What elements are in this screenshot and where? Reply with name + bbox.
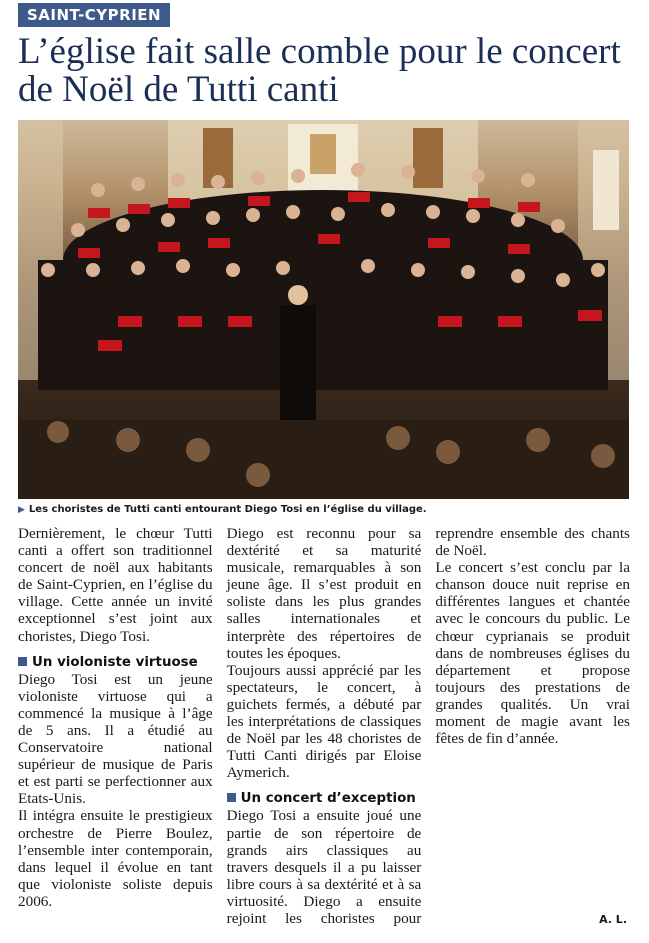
paragraph-6: Diego Tosi a ensuite joué une partie de son répertoire de grands airs classiques au travers desquels il a pu laisser libre cours à sa dextérité et à sa virtuosité. Diego a ensuite rejoint les choristes pour reprendre ensemble des chants de Noël.: [226, 525, 630, 927]
square-bullet-icon: [18, 657, 27, 666]
paragraph-2: Diego Tosi est un jeune violoniste virtuose qui a commencé la musique à l’âge de 5 ans. Il a étudié au Conservatoire national supérieur de musique de Paris et est parti se perfectionner aux Etats-Unis.: [18, 670, 213, 808]
section-kicker: SAINT-CYPRIEN: [18, 3, 170, 27]
subhead-concert-text: Un concert d’exception: [240, 791, 416, 807]
paragraph-7: Le concert s’est conclu par la chanson douce nuit reprise en différentes langues et chantée avec le concours du public. Le chœur cyprianais se produit dans de nombreuses églises du département et propose toujours des prestations de grandes qualités. Un vrai moment de magie avant les fêtes de fin d’année.: [435, 559, 630, 748]
caption-marker-icon: ▶: [18, 505, 25, 515]
photo-caption: [18, 503, 633, 517]
paragraph-3: Il intégra ensuite le prestigieux orchestre de Pierre Boulez, l’ensemble inter contemporain, dans lequel il évolue en tant que violoniste soliste depuis 2006.: [18, 807, 213, 910]
subhead-concert: [227, 791, 422, 807]
paragraph-1: Dernièrement, le chœur Tutti canti a offert son traditionnel concert de noël aux habitants de Saint-Cyprien, en l’église du village. Cette année un invité exceptionnel s’est joint aux choristes, Diego Tosi.: [18, 525, 213, 645]
subhead-violoniste: [18, 655, 213, 671]
author-signature: A. L.: [599, 913, 627, 926]
headline: L’église fait salle comble pour le concert de Noël de Tutti canti: [18, 31, 621, 110]
concert-photo: [18, 120, 629, 499]
choir-illustration: [18, 120, 629, 499]
article-body: [18, 525, 630, 935]
square-bullet-icon: [227, 793, 236, 802]
subhead-violoniste-text: Un violoniste virtuose: [32, 654, 198, 670]
caption-text: Les choristes de Tutti canti entourant Diego Tosi en l’église du village.: [28, 504, 427, 515]
paragraph-4: Diego est reconnu pour sa dextérité et sa maturité musicale, remarquables à son jeune âge. Il s’est produit en soliste dans les plus grandes salles internationales et interprète des répertoires de toutes les époques.: [226, 525, 422, 662]
paragraph-5: Toujours aussi apprécié par les spectateurs, le concert, à guichets fermés, a débuté par les interprétations de classiques de Noël par les 48 choristes de Tutti Canti dirigés par Eloise Aymerich.: [226, 661, 422, 782]
